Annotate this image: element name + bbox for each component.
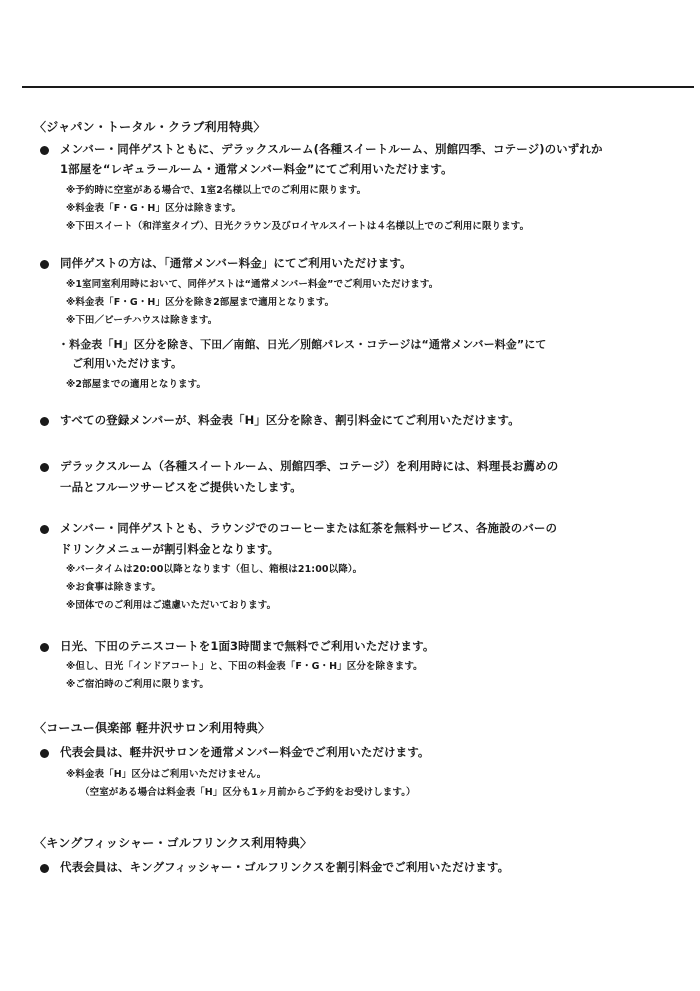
benefit-note: ※お食事は除きます。 (66, 582, 161, 593)
section-heading-japan-total-club: 〈ジャパン・トータル・クラブ利用特典〉 (34, 120, 266, 134)
bullet-icon (40, 525, 49, 534)
benefit-note: ※料金表「F・G・H」区分は除きます。 (66, 203, 242, 214)
section-heading-kingfisher-golf: 〈キングフィッシャー・ゴルフリンクス利用特典〉 (34, 836, 313, 850)
bullet-icon (40, 260, 49, 269)
benefit-text: 代表会員は、軽井沢サロンを通常メンバー料金でご利用いただけます。 (60, 745, 430, 759)
benefit-note: ※下田スイート（和洋室タイプ）、日光クラウン及びロイヤルスイートは４名様以上でのご利用に限ります。 (66, 221, 530, 232)
benefit-text: デラックスルーム（各種スイートルーム、別館四季、コテージ）を利用時には、料理長お薦めの (60, 459, 559, 473)
benefit-text: 代表会員は、キングフィッシャー・ゴルフリンクスを割引料金でご利用いただけます。 (60, 860, 510, 874)
benefit-note: ※料金表「H」区分はご利用いただけません。 (66, 769, 267, 780)
benefit-text: すべての登録メンバーが、料金表「H」区分を除き、割引料金にてご利用いただけます。 (60, 413, 520, 427)
benefit-text: メンバー・同伴ゲストとも、ラウンジでのコーヒーまたは紅茶を無料サービス、各施設のバーの (60, 521, 558, 535)
bullet-icon (40, 463, 49, 472)
benefit-text: メンバー・同伴ゲストともに、デラックスルーム(各種スイートルーム、別館四季、コテージ)のいずれか (60, 142, 603, 156)
section-heading-karuizawa-salon: 〈コーユー倶楽部 軽井沢サロン利用特典〉 (34, 721, 271, 735)
benefit-note: ※バータイムは20:00以降となります（但し、箱根は21:00以降）。 (66, 564, 363, 575)
benefit-note: ※但し、日光「インドアコート」と、下田の料金表「F・G・H」区分を除きます。 (66, 661, 423, 672)
benefit-text: 1部屋を“レギュラールーム・通常メンバー料金”にてご利用いただけます。 (60, 162, 453, 176)
benefit-text: 同伴ゲストの方は、「通常メンバー料金」にてご利用いただけます。 (60, 256, 412, 270)
benefit-note: ※団体でのご利用はご遠慮いただいております。 (66, 600, 277, 611)
bullet-icon (40, 864, 49, 873)
bullet-icon (40, 417, 49, 426)
benefit-note: ※料金表「F・G・H」区分を除き2部屋まで適用となります。 (66, 297, 335, 308)
benefit-note: ※ご宿泊時のご利用に限ります。 (66, 679, 209, 690)
benefit-text: 日光、下田のテニスコートを1面3時間まで無料でご利用いただけます。 (60, 639, 435, 653)
benefit-note: ※2部屋までの適用となります。 (66, 379, 207, 390)
benefit-note: （空室がある場合は料金表「H」区分も1ヶ月前からご予約をお受けします。） (80, 787, 416, 798)
bullet-icon (40, 749, 49, 758)
benefit-text: 一品とフルーツサービスをご提供いたします。 (60, 480, 302, 494)
benefit-note: ※下田／ビーチハウスは除きます。 (66, 315, 218, 326)
benefit-subitem: ご利用いただけます。 (72, 357, 183, 370)
benefit-text: ドリンクメニューが割引料金となります。 (60, 542, 280, 556)
bullet-icon (40, 643, 49, 652)
top-rule (22, 86, 694, 88)
benefit-subitem: ・料金表「H」区分を除き、下田／南館、日光／別館パレス・コテージは“通常メンバー料金”にて (58, 338, 547, 351)
benefit-note: ※予約時に空室がある場合で、1室2名様以上でのご利用に限ります。 (66, 185, 367, 196)
bullet-icon (40, 146, 49, 155)
benefit-note: ※1室同室利用時において、同伴ゲストは“通常メンバー料金”でご利用いただけます。 (66, 279, 439, 290)
